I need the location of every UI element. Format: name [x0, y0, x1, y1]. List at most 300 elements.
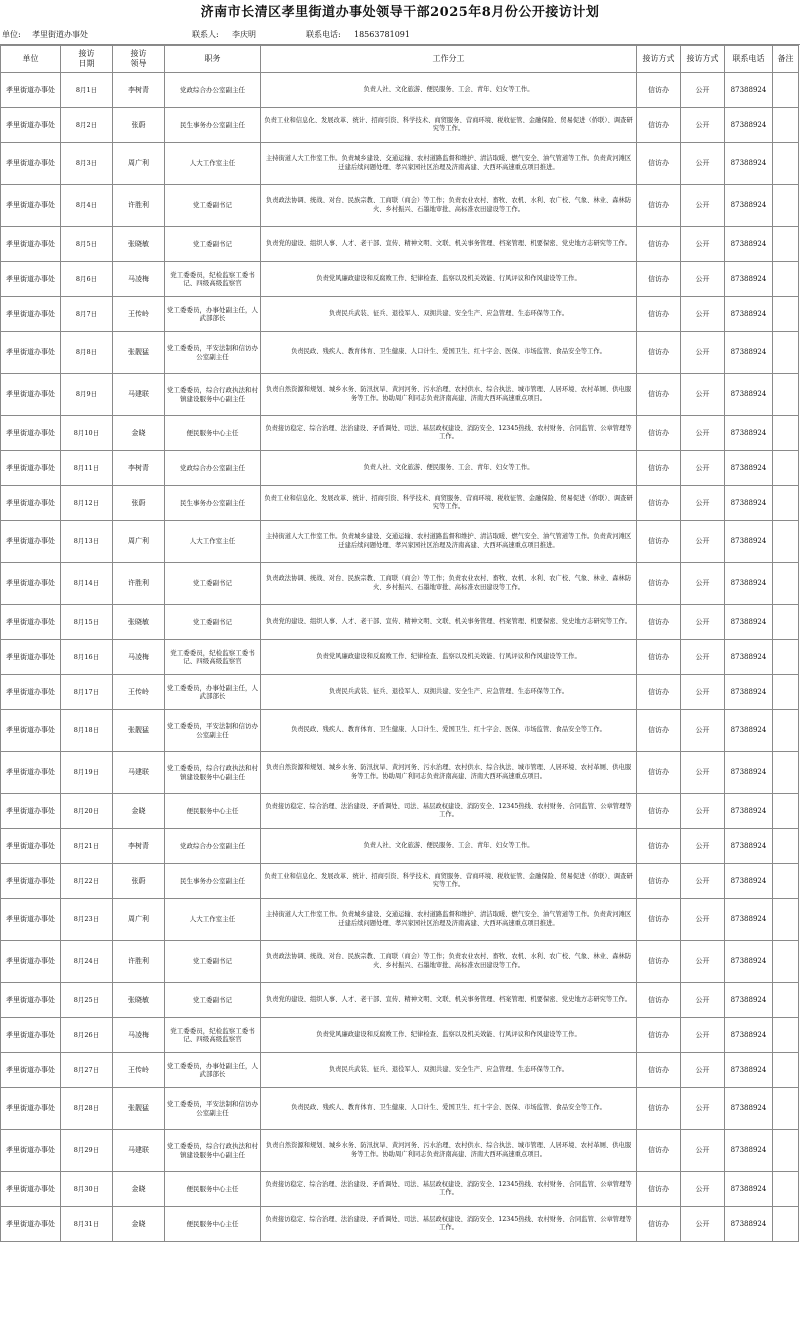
cell-duty: 负责党风廉政建设和反腐败工作、纪律检查、监察以及机关效能、行风评议和作风建设等工作。: [261, 640, 637, 675]
cell-date: 8月8日: [61, 332, 113, 374]
cell-leader: 王传岭: [113, 1053, 165, 1088]
cell-duty: 负责政法协调、统战、对台、民族宗教、工商联（商会）等工作；负责农业农村、畜牧、农机、水利、农广校、气象、林业、森林防火、乡村振兴、石墨地审批、高标准农田建设等工作。: [261, 185, 637, 227]
cell-date: 8月31日: [61, 1207, 113, 1242]
info-bar: [0, 26, 800, 45]
cell-duty: 负责自然资源和规划、城乡水务、防汛抗旱、黄河河务、污水治理、农村供水、综合执法、城市管理、人居环境、农村革厕、供电服务等工作。协助周广利同志负责济南高建、济南大西环高速重点项目。: [261, 752, 637, 794]
cell-note: [773, 332, 799, 374]
cell-duty: 负责党的建设、组织人事、人才、老干部、宣传、精神文明、文联、机关事务管理、档案管理、机要保密、党史地方志研究等工作。: [261, 227, 637, 262]
cell-method-2: 公开: [681, 451, 725, 486]
cell-unit: 孝里街道办事处: [1, 941, 61, 983]
cell-method-2: 公开: [681, 794, 725, 829]
cell-method-1: 信访办: [637, 605, 681, 640]
cell-date: 8月10日: [61, 416, 113, 451]
cell-method-2: 公开: [681, 262, 725, 297]
cell-position: 党工委副书记: [165, 185, 261, 227]
cell-method-2: 公开: [681, 605, 725, 640]
cell-position: 便民服务中心主任: [165, 794, 261, 829]
cell-duty: 负责民兵武装、征兵、退役军人、双拥共建、安全生产、应急管理、生态环保等工作。: [261, 297, 637, 332]
schedule-table: [0, 45, 799, 1242]
table-row: [1, 640, 799, 675]
cell-phone: 87388924: [725, 675, 773, 710]
cell-method-2: 公开: [681, 227, 725, 262]
cell-phone: 87388924: [725, 332, 773, 374]
cell-position: 党工委副书记: [165, 605, 261, 640]
cell-method-1: 信访办: [637, 416, 681, 451]
bottom-space: [0, 1242, 800, 1279]
cell-date: 8月14日: [61, 563, 113, 605]
cell-method-1: 信访办: [637, 1088, 681, 1130]
cell-position: 民生事务办公室副主任: [165, 108, 261, 143]
cell-position: 党工委委员，平安法制和信访办公室副主任: [165, 710, 261, 752]
cell-method-1: 信访办: [637, 332, 681, 374]
cell-phone: 87388924: [725, 829, 773, 864]
cell-method-2: 公开: [681, 864, 725, 899]
cell-position: 党工委委员，纪检监察工委书记、四级高级监察官: [165, 262, 261, 297]
header-duty: 工作分工: [261, 46, 637, 73]
contact-value: 李庆明: [232, 30, 256, 39]
cell-note: [773, 143, 799, 185]
cell-method-2: 公开: [681, 563, 725, 605]
cell-method-2: 公开: [681, 983, 725, 1018]
table-row: [1, 451, 799, 486]
cell-method-1: 信访办: [637, 1130, 681, 1172]
cell-date: 8月24日: [61, 941, 113, 983]
cell-position: 党工委委员，综合行政执法和村镇建设服务中心副主任: [165, 1130, 261, 1172]
cell-date: 8月25日: [61, 983, 113, 1018]
table-row: [1, 941, 799, 983]
cell-unit: 孝里街道办事处: [1, 262, 61, 297]
cell-method-1: 信访办: [637, 1172, 681, 1207]
cell-method-1: 信访办: [637, 983, 681, 1018]
cell-phone: 87388924: [725, 108, 773, 143]
cell-note: [773, 640, 799, 675]
cell-method-1: 信访办: [637, 563, 681, 605]
cell-note: [773, 1018, 799, 1053]
cell-note: [773, 563, 799, 605]
cell-method-1: 信访办: [637, 262, 681, 297]
table-row: [1, 1088, 799, 1130]
cell-duty: 负责党的建设、组织人事、人才、老干部、宣传、精神文明、文联、机关事务管理、档案管理、机要保密、党史地方志研究等工作。: [261, 983, 637, 1018]
cell-note: [773, 1088, 799, 1130]
cell-unit: 孝里街道办事处: [1, 451, 61, 486]
cell-phone: 87388924: [725, 563, 773, 605]
cell-note: [773, 899, 799, 941]
cell-duty: 负责政法协调、统战、对台、民族宗教、工商联（商会）等工作；负责农业农村、畜牧、农机、水利、农广校、气象、林业、森林防火、乡村振兴、石墨地审批、高标准农田建设等工作。: [261, 941, 637, 983]
cell-unit: 孝里街道办事处: [1, 143, 61, 185]
cell-date: 8月23日: [61, 899, 113, 941]
cell-date: 8月18日: [61, 710, 113, 752]
cell-date: 8月3日: [61, 143, 113, 185]
cell-unit: 孝里街道办事处: [1, 416, 61, 451]
cell-method-2: 公开: [681, 185, 725, 227]
cell-note: [773, 752, 799, 794]
cell-note: [773, 1053, 799, 1088]
cell-method-1: 信访办: [637, 185, 681, 227]
cell-leader: 马凌梅: [113, 1018, 165, 1053]
cell-method-1: 信访办: [637, 1053, 681, 1088]
table-body: [1, 73, 799, 1242]
cell-method-1: 信访办: [637, 108, 681, 143]
cell-duty: 负责人社、文化旅游、便民服务、工会、青年、妇女等工作。: [261, 73, 637, 108]
cell-leader: 金晓: [113, 794, 165, 829]
cell-unit: 孝里街道办事处: [1, 710, 61, 752]
header-leader: 接访 领导: [113, 46, 165, 73]
cell-leader: 张靓猛: [113, 710, 165, 752]
cell-leader: 马凌梅: [113, 640, 165, 675]
cell-date: 8月12日: [61, 486, 113, 521]
cell-method-2: 公开: [681, 108, 725, 143]
cell-duty: 负责政法协调、统战、对台、民族宗教、工商联（商会）等工作；负责农业农村、畜牧、农机、水利、农广校、气象、林业、森林防火、乡村振兴、石墨地审批、高标准农田建设等工作。: [261, 563, 637, 605]
table-row: [1, 752, 799, 794]
cell-method-2: 公开: [681, 640, 725, 675]
cell-duty: 负责工业和信息化、发展改革、统计、招商引资、科学技术、商贸服务、营商环境、税收征管、金融保险、贸易促进（侨联）、调查研究等工作。: [261, 486, 637, 521]
cell-method-1: 信访办: [637, 899, 681, 941]
cell-position: 人大工作室主任: [165, 521, 261, 563]
cell-position: 民生事务办公室副主任: [165, 486, 261, 521]
table-row: [1, 143, 799, 185]
cell-method-2: 公开: [681, 1053, 725, 1088]
cell-phone: 87388924: [725, 752, 773, 794]
table-row: [1, 416, 799, 451]
table-row: [1, 1053, 799, 1088]
cell-date: 8月9日: [61, 374, 113, 416]
cell-note: [773, 941, 799, 983]
cell-leader: 金晓: [113, 1207, 165, 1242]
cell-position: 党工委委员，平安法制和信访办公室副主任: [165, 1088, 261, 1130]
cell-date: 8月11日: [61, 451, 113, 486]
cell-duty: 负责工业和信息化、发展改革、统计、招商引资、科学技术、商贸服务、营商环境、税收征管、金融保险、贸易促进（侨联）、调查研究等工作。: [261, 108, 637, 143]
cell-unit: 孝里街道办事处: [1, 829, 61, 864]
cell-position: 人大工作室主任: [165, 899, 261, 941]
cell-phone: 87388924: [725, 710, 773, 752]
cell-note: [773, 108, 799, 143]
header-note: 备注: [773, 46, 799, 73]
cell-position: 便民服务中心主任: [165, 1207, 261, 1242]
header-method-2: 接访方式: [681, 46, 725, 73]
header-row: [1, 46, 799, 73]
cell-method-1: 信访办: [637, 864, 681, 899]
cell-unit: 孝里街道办事处: [1, 563, 61, 605]
table-row: [1, 1130, 799, 1172]
cell-leader: 马建联: [113, 752, 165, 794]
cell-position: 党工委委员，平安法制和信访办公室副主任: [165, 332, 261, 374]
cell-date: 8月28日: [61, 1088, 113, 1130]
cell-unit: 孝里街道办事处: [1, 1088, 61, 1130]
header-position: 职务: [165, 46, 261, 73]
cell-method-2: 公开: [681, 486, 725, 521]
cell-method-1: 信访办: [637, 1207, 681, 1242]
cell-note: [773, 73, 799, 108]
cell-unit: 孝里街道办事处: [1, 227, 61, 262]
table-row: [1, 486, 799, 521]
table-row: [1, 899, 799, 941]
cell-note: [773, 983, 799, 1018]
cell-unit: 孝里街道办事处: [1, 374, 61, 416]
header-phone: 联系电话: [725, 46, 773, 73]
cell-phone: 87388924: [725, 486, 773, 521]
cell-unit: 孝里街道办事处: [1, 185, 61, 227]
cell-duty: 负责接访稳定、综合治理、法治建设、矛盾调处、司法、基层政权建设、消防安全、12345热线、农村财务、合同监管、公章管理等工作。: [261, 1207, 637, 1242]
cell-phone: 87388924: [725, 374, 773, 416]
cell-method-2: 公开: [681, 332, 725, 374]
cell-duty: 负责接访稳定、综合治理、法治建设、矛盾调处、司法、基层政权建设、消防安全、12345热线、农村财务、合同监管、公章管理等工作。: [261, 794, 637, 829]
cell-date: 8月5日: [61, 227, 113, 262]
cell-leader: 周广利: [113, 899, 165, 941]
cell-duty: 负责自然资源和规划、城乡水务、防汛抗旱、黄河河务、污水治理、农村供水、综合执法、城市管理、人居环境、农村革厕、供电服务等工作。协助周广利同志负责济南高建、济南大西环高速重点项目。: [261, 1130, 637, 1172]
cell-phone: 87388924: [725, 864, 773, 899]
cell-method-2: 公开: [681, 1018, 725, 1053]
cell-phone: 87388924: [725, 416, 773, 451]
cell-position: 党工委委员，办事处副主任，人武部部长: [165, 1053, 261, 1088]
table-row: [1, 332, 799, 374]
cell-method-1: 信访办: [637, 794, 681, 829]
cell-date: 8月20日: [61, 794, 113, 829]
cell-date: 8月29日: [61, 1130, 113, 1172]
cell-unit: 孝里街道办事处: [1, 1053, 61, 1088]
cell-method-1: 信访办: [637, 486, 681, 521]
cell-leader: 张晓敏: [113, 983, 165, 1018]
cell-duty: 负责党风廉政建设和反腐败工作、纪律检查、监察以及机关效能、行风评议和作风建设等工作。: [261, 262, 637, 297]
cell-note: [773, 297, 799, 332]
cell-duty: 主持街道人大工作室工作。负责城乡建设、交通运输、农村道路监督和维护、清洁取暖、燃气安全、油气管道等工作。负责黄河滩区迁建后续问题处理、孝兴家园社区治理及济南高建、大西环高速重点项目推进。: [261, 143, 637, 185]
cell-position: 党工委副书记: [165, 227, 261, 262]
cell-method-1: 信访办: [637, 675, 681, 710]
cell-note: [773, 710, 799, 752]
cell-unit: 孝里街道办事处: [1, 864, 61, 899]
cell-date: 8月4日: [61, 185, 113, 227]
cell-method-2: 公开: [681, 710, 725, 752]
cell-phone: 87388924: [725, 983, 773, 1018]
cell-duty: 负责工业和信息化、发展改革、统计、招商引资、科学技术、商贸服务、营商环境、税收征管、金融保险、贸易促进（侨联）、调查研究等工作。: [261, 864, 637, 899]
cell-duty: 负责民政、残疾人、教育体育、卫生健康、人口计生、爱国卫生、红十字会、医保、市场监管、食品安全等工作。: [261, 710, 637, 752]
cell-date: 8月17日: [61, 675, 113, 710]
cell-position: 便民服务中心主任: [165, 416, 261, 451]
cell-note: [773, 1172, 799, 1207]
cell-unit: 孝里街道办事处: [1, 297, 61, 332]
phone-value: 18563781091: [354, 30, 410, 39]
cell-phone: 87388924: [725, 451, 773, 486]
cell-position: 党工委委员，纪检监察工委书记、四级高级监察官: [165, 1018, 261, 1053]
cell-phone: 87388924: [725, 227, 773, 262]
cell-phone: 87388924: [725, 640, 773, 675]
cell-leader: 马建联: [113, 374, 165, 416]
header-method-1: 接访方式: [637, 46, 681, 73]
cell-phone: 87388924: [725, 262, 773, 297]
table-row: [1, 864, 799, 899]
cell-position: 党工委委员，综合行政执法和村镇建设服务中心副主任: [165, 374, 261, 416]
cell-leader: 周广利: [113, 143, 165, 185]
cell-method-1: 信访办: [637, 640, 681, 675]
cell-unit: 孝里街道办事处: [1, 486, 61, 521]
cell-duty: 主持街道人大工作室工作。负责城乡建设、交通运输、农村道路监督和维护、清洁取暖、燃气安全、油气管道等工作。负责黄河滩区迁建后续问题处理、孝兴家园社区治理及济南高建、大西环高速重点项目推进。: [261, 899, 637, 941]
cell-leader: 张晓敏: [113, 605, 165, 640]
cell-unit: 孝里街道办事处: [1, 1018, 61, 1053]
cell-duty: 负责人社、文化旅游、便民服务、工会、青年、妇女等工作。: [261, 451, 637, 486]
cell-unit: 孝里街道办事处: [1, 794, 61, 829]
header-unit: 单位: [1, 46, 61, 73]
cell-duty: 负责民兵武装、征兵、退役军人、双拥共建、安全生产、应急管理、生态环保等工作。: [261, 1053, 637, 1088]
cell-method-2: 公开: [681, 297, 725, 332]
cell-position: 党工委委员，纪检监察工委书记、四级高级监察官: [165, 640, 261, 675]
cell-method-2: 公开: [681, 829, 725, 864]
cell-method-2: 公开: [681, 941, 725, 983]
table-row: [1, 227, 799, 262]
cell-leader: 张晓敏: [113, 227, 165, 262]
unit-label: 单位:: [2, 30, 21, 39]
cell-method-2: 公开: [681, 416, 725, 451]
cell-leader: 马凌梅: [113, 262, 165, 297]
cell-phone: 87388924: [725, 1172, 773, 1207]
cell-method-1: 信访办: [637, 710, 681, 752]
cell-date: 8月6日: [61, 262, 113, 297]
cell-phone: 87388924: [725, 521, 773, 563]
cell-date: 8月30日: [61, 1172, 113, 1207]
cell-leader: 王传岭: [113, 675, 165, 710]
cell-date: 8月21日: [61, 829, 113, 864]
cell-duty: 负责党的建设、组织人事、人才、老干部、宣传、精神文明、文联、机关事务管理、档案管理、机要保密、党史地方志研究等工作。: [261, 605, 637, 640]
cell-method-1: 信访办: [637, 941, 681, 983]
cell-date: 8月2日: [61, 108, 113, 143]
cell-method-1: 信访办: [637, 1018, 681, 1053]
cell-duty: 负责接访稳定、综合治理、法治建设、矛盾调处、司法、基层政权建设、消防安全、12345热线、农村财务、合同监管、公章管理等工作。: [261, 1172, 637, 1207]
cell-position: 党工委副书记: [165, 983, 261, 1018]
cell-note: [773, 605, 799, 640]
cell-method-2: 公开: [681, 1130, 725, 1172]
cell-unit: 孝里街道办事处: [1, 675, 61, 710]
table-row: [1, 374, 799, 416]
table-row: [1, 605, 799, 640]
table-row: [1, 675, 799, 710]
table-row: [1, 1207, 799, 1242]
cell-unit: 孝里街道办事处: [1, 752, 61, 794]
cell-date: 8月22日: [61, 864, 113, 899]
cell-date: 8月1日: [61, 73, 113, 108]
cell-method-1: 信访办: [637, 521, 681, 563]
cell-phone: 87388924: [725, 1018, 773, 1053]
cell-phone: 87388924: [725, 297, 773, 332]
cell-phone: 87388924: [725, 73, 773, 108]
cell-position: 民生事务办公室副主任: [165, 864, 261, 899]
contact-label: 联系人:: [192, 30, 219, 39]
header-date: 接访 日期: [61, 46, 113, 73]
cell-phone: 87388924: [725, 899, 773, 941]
cell-unit: 孝里街道办事处: [1, 983, 61, 1018]
cell-note: [773, 1130, 799, 1172]
cell-leader: 周广利: [113, 521, 165, 563]
table-row: [1, 1018, 799, 1053]
cell-duty: 主持街道人大工作室工作。负责城乡建设、交通运输、农村道路监督和维护、清洁取暖、燃气安全、油气管道等工作。负责黄河滩区迁建后续问题处理、孝兴家园社区治理及济南高建、大西环高速重点项目推进。: [261, 521, 637, 563]
cell-method-1: 信访办: [637, 143, 681, 185]
cell-note: [773, 451, 799, 486]
cell-position: 党政综合办公室副主任: [165, 73, 261, 108]
cell-unit: 孝里街道办事处: [1, 332, 61, 374]
cell-date: 8月13日: [61, 521, 113, 563]
page-title: 济南市长清区孝里街道办事处领导干部2025年8月份公开接访计划: [200, 5, 600, 20]
cell-method-1: 信访办: [637, 227, 681, 262]
cell-leader: 张蔚: [113, 864, 165, 899]
cell-method-2: 公开: [681, 521, 725, 563]
cell-leader: 张靓猛: [113, 1088, 165, 1130]
cell-note: [773, 1207, 799, 1242]
cell-note: [773, 486, 799, 521]
table-row: [1, 185, 799, 227]
cell-duty: 负责自然资源和规划、城乡水务、防汛抗旱、黄河河务、污水治理、农村供水、综合执法、城市管理、人居环境、农村革厕、供电服务等工作。协助周广利同志负责济南高建、济南大西环高速重点项目。: [261, 374, 637, 416]
cell-date: 8月26日: [61, 1018, 113, 1053]
cell-leader: 张蔚: [113, 108, 165, 143]
cell-method-2: 公开: [681, 1207, 725, 1242]
cell-leader: 李树青: [113, 73, 165, 108]
cell-note: [773, 829, 799, 864]
cell-note: [773, 864, 799, 899]
phone-label: 联系电话:: [306, 30, 341, 39]
cell-leader: 许胜利: [113, 941, 165, 983]
cell-method-2: 公开: [681, 143, 725, 185]
cell-leader: 李树青: [113, 829, 165, 864]
cell-duty: 负责民政、残疾人、教育体育、卫生健康、人口计生、爱国卫生、红十字会、医保、市场监管、食品安全等工作。: [261, 1088, 637, 1130]
cell-phone: 87388924: [725, 1207, 773, 1242]
cell-unit: 孝里街道办事处: [1, 605, 61, 640]
cell-position: 党工委副书记: [165, 941, 261, 983]
cell-leader: 许胜利: [113, 563, 165, 605]
table-row: [1, 108, 799, 143]
cell-leader: 金晓: [113, 416, 165, 451]
cell-leader: 许胜利: [113, 185, 165, 227]
cell-method-2: 公开: [681, 374, 725, 416]
cell-leader: 金晓: [113, 1172, 165, 1207]
cell-note: [773, 262, 799, 297]
cell-note: [773, 185, 799, 227]
cell-duty: 负责党风廉政建设和反腐败工作、纪律检查、监察以及机关效能、行风评议和作风建设等工作。: [261, 1018, 637, 1053]
cell-phone: 87388924: [725, 794, 773, 829]
table-row: [1, 1172, 799, 1207]
cell-unit: 孝里街道办事处: [1, 73, 61, 108]
table-row: [1, 563, 799, 605]
cell-unit: 孝里街道办事处: [1, 1130, 61, 1172]
cell-unit: 孝里街道办事处: [1, 899, 61, 941]
cell-note: [773, 675, 799, 710]
cell-leader: 张靓猛: [113, 332, 165, 374]
table-row: [1, 983, 799, 1018]
table-row: [1, 829, 799, 864]
table-row: [1, 794, 799, 829]
cell-method-2: 公开: [681, 675, 725, 710]
cell-duty: 负责接访稳定、综合治理、法治建设、矛盾调处、司法、基层政权建设、消防安全、12345热线、农村财务、合同监管、公章管理等工作。: [261, 416, 637, 451]
cell-unit: 孝里街道办事处: [1, 640, 61, 675]
cell-unit: 孝里街道办事处: [1, 1207, 61, 1242]
cell-unit: 孝里街道办事处: [1, 521, 61, 563]
cell-phone: 87388924: [725, 1130, 773, 1172]
cell-note: [773, 227, 799, 262]
cell-leader: 马建联: [113, 1130, 165, 1172]
cell-date: 8月19日: [61, 752, 113, 794]
cell-method-1: 信访办: [637, 73, 681, 108]
cell-method-2: 公开: [681, 899, 725, 941]
table-row: [1, 521, 799, 563]
cell-position: 党政综合办公室副主任: [165, 829, 261, 864]
cell-method-1: 信访办: [637, 451, 681, 486]
cell-position: 党工委副书记: [165, 563, 261, 605]
cell-duty: 负责民政、残疾人、教育体育、卫生健康、人口计生、爱国卫生、红十字会、医保、市场监管、食品安全等工作。: [261, 332, 637, 374]
cell-duty: 负责人社、文化旅游、便民服务、工会、青年、妇女等工作。: [261, 829, 637, 864]
cell-method-2: 公开: [681, 73, 725, 108]
cell-phone: 87388924: [725, 1053, 773, 1088]
cell-unit: 孝里街道办事处: [1, 108, 61, 143]
cell-note: [773, 416, 799, 451]
cell-date: 8月16日: [61, 640, 113, 675]
cell-method-2: 公开: [681, 1172, 725, 1207]
cell-phone: 87388924: [725, 1088, 773, 1130]
cell-phone: 87388924: [725, 143, 773, 185]
